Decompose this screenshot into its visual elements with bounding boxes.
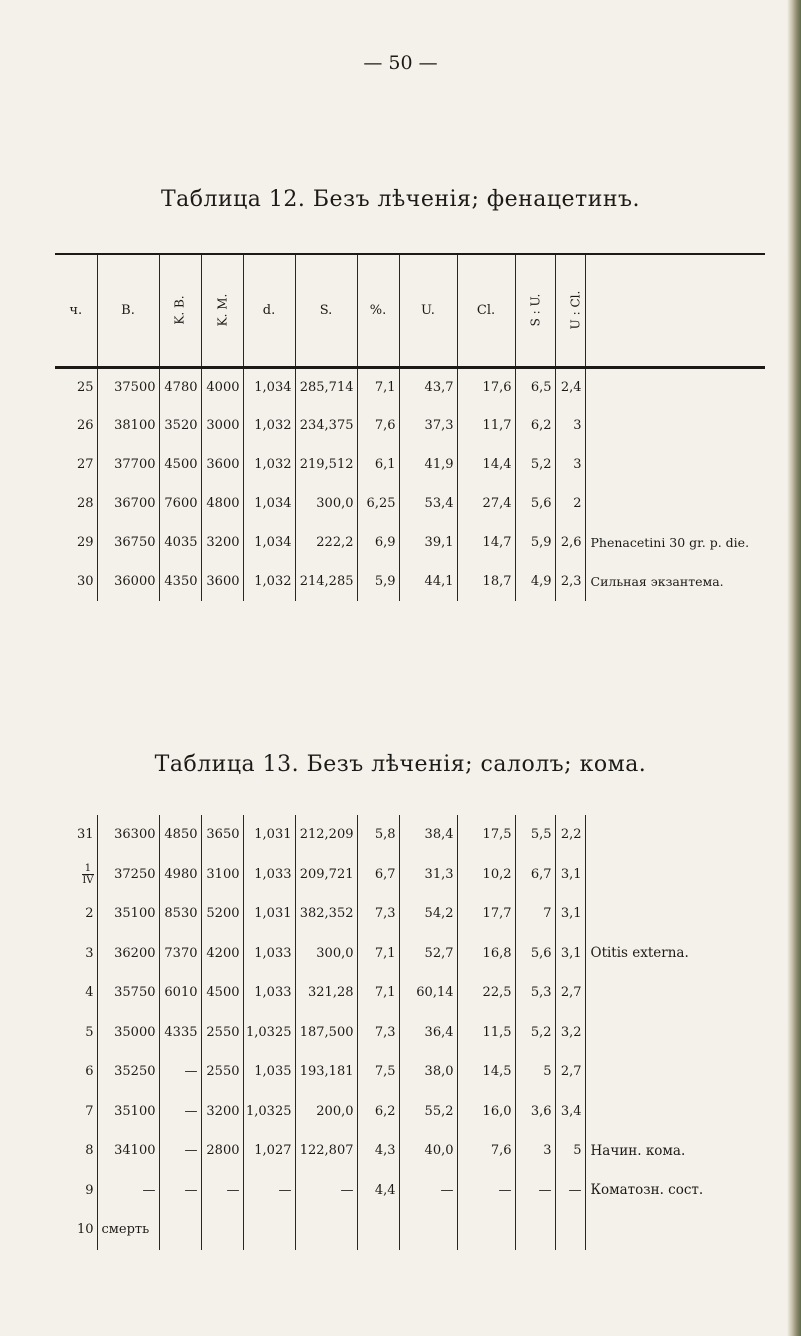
table-row [55,523,765,562]
table-cell: 4500 [159,445,201,484]
table-cell: 3,6 [515,1092,555,1132]
table-cell: 36750 [97,523,159,562]
table-cell: 3520 [159,406,201,445]
table-cell: 14,4 [457,445,515,484]
table-cell: 38,4 [399,815,457,855]
remark-cell [585,445,765,484]
header-cell [159,254,201,367]
remark-cell [585,973,765,1013]
table-cell: 4,3 [357,1131,399,1171]
table-cell: 39,1 [399,523,457,562]
table-cell: 7,1 [357,973,399,1013]
table-cell: 4850 [159,815,201,855]
table-cell: 3,2 [555,1013,585,1053]
table-cell: 6,1 [357,445,399,484]
table-cell: 3 [555,406,585,445]
table-cell: 36000 [97,562,159,601]
table-cell: 60,14 [399,973,457,1013]
header-cell: %. [357,254,399,367]
table-cell: — [555,1171,585,1211]
table-cell: 2550 [201,1052,243,1092]
table-cell: 4350 [159,562,201,601]
table-cell: 36700 [97,484,159,523]
table-cell: 3200 [201,523,243,562]
fraction-numerator: 1 [82,863,93,875]
table-cell: 321,28 [295,973,357,1013]
table-cell: 2,6 [555,523,585,562]
table-cell: — [159,1052,201,1092]
fraction-denominator: IV [82,874,94,886]
table-cell: 5,8 [357,815,399,855]
table-cell: 7,5 [357,1052,399,1092]
table-cell: 1,033 [243,934,295,974]
remark-cell [585,1052,765,1092]
table-cell: 285,714 [295,367,357,406]
table-cell: 2 [85,906,94,922]
table-cell: 7,6 [357,406,399,445]
table-cell: 35250 [97,1052,159,1092]
table-cell: 187,500 [295,1013,357,1053]
table-row [55,973,765,1013]
table-cell: 36,4 [399,1013,457,1053]
table-cell: 3100 [201,855,243,895]
table-cell: 35750 [97,973,159,1013]
table-cell: 22,5 [457,973,515,1013]
table-cell [357,1210,399,1250]
table-cell: 214,285 [295,562,357,601]
table-cell: 38100 [97,406,159,445]
header-cell: ч. [55,254,97,367]
header-cell [585,254,765,367]
table-cell: 2,3 [555,562,585,601]
remark-cell [585,1092,765,1132]
table-cell: 4800 [201,484,243,523]
table-cell: 7,1 [357,934,399,974]
table-cell: 35100 [97,894,159,934]
table-cell: 31,3 [399,855,457,895]
table-cell: 38,0 [399,1052,457,1092]
remark-cell [585,894,765,934]
table-cell: 234,375 [295,406,357,445]
table-cell: — [97,1171,159,1211]
table-cell: 2 [555,484,585,523]
table-row [55,1092,765,1132]
table-cell: 5,6 [515,934,555,974]
table-cell: 1,031 [243,894,295,934]
table-cell: 8 [85,1143,94,1159]
table-cell: 36300 [97,815,159,855]
table13 [55,815,765,1250]
table-cell: 4 [85,985,94,1001]
table-cell: 1,027 [243,1131,295,1171]
table-cell: 222,2 [295,523,357,562]
table-cell: 2,2 [555,815,585,855]
remark-cell [585,855,765,895]
table-cell: 4500 [201,973,243,1013]
table-cell: 1,033 [243,855,295,895]
remark-cell: Phenacetini 30 gr. p. die. [585,523,765,562]
table-cell: 35100 [97,1092,159,1132]
table-cell: 37500 [97,367,159,406]
table-cell: 41,9 [399,445,457,484]
table-cell: 31 [76,827,94,843]
table-cell: 7,3 [357,1013,399,1053]
table-row [55,406,765,445]
table-cell: 4035 [159,523,201,562]
table-cell: — [243,1171,295,1211]
table-cell [159,1210,201,1250]
table-row [55,562,765,601]
header-label: K. B. [172,295,187,325]
table-cell: 25 [76,379,94,395]
table-cell: 43,7 [399,367,457,406]
header-cell [515,254,555,367]
table-row [55,1013,765,1053]
remark-cell: Начин. кома. [585,1131,765,1171]
table-cell [295,1210,357,1250]
date-fraction [82,863,93,886]
remark-cell: Otitis externa. [585,934,765,974]
table-cell: 2,4 [555,367,585,406]
header-cell: d. [243,254,295,367]
table-cell: 36200 [97,934,159,974]
table-cell: 9 [85,1182,94,1198]
remark-cell: Сильная экзантема. [585,562,765,601]
table-cell: — [201,1171,243,1211]
table-cell: 1,032 [243,562,295,601]
table-cell: 4,4 [357,1171,399,1211]
table-cell: 17,6 [457,367,515,406]
table-cell: 2550 [201,1013,243,1053]
table-cell [555,1210,585,1250]
table-cell: 5 [515,1052,555,1092]
header-label: S : U. [528,293,542,327]
table-cell: 3 [555,445,585,484]
table-row [55,1131,765,1171]
table-cell: 3,1 [555,894,585,934]
table-row [55,934,765,974]
remark-cell [585,1210,765,1250]
table-cell: 6,2 [357,1092,399,1132]
table-cell: 3,4 [555,1092,585,1132]
table-cell: 3 [515,1131,555,1171]
table-cell: 6,9 [357,523,399,562]
table-cell: 219,512 [295,445,357,484]
table-cell: 1,0325 [243,1092,295,1132]
table-row [55,1171,765,1211]
table12-header-row [55,254,765,367]
table-cell: 17,7 [457,894,515,934]
table-cell: 30 [76,574,94,589]
table-cell: 5 [85,1024,94,1040]
table-cell: 37250 [97,855,159,895]
table-cell: 1,034 [243,523,295,562]
table-cell: 11,5 [457,1013,515,1053]
table-cell: 7,3 [357,894,399,934]
table-cell: 4335 [159,1013,201,1053]
table-cell: 10 [76,1222,94,1238]
table-cell: 2,7 [555,973,585,1013]
table-cell: 1,032 [243,445,295,484]
table-cell [457,1210,515,1250]
table-cell: 2800 [201,1131,243,1171]
table-cell: 5,5 [515,815,555,855]
remark-cell: Коматозн. сост. [585,1171,765,1211]
table-cell: 4,9 [515,562,555,601]
table12 [55,253,765,601]
remark-cell [585,367,765,406]
table-cell: смерть [97,1210,159,1250]
table-row [55,894,765,934]
header-cell: U. [399,254,457,367]
table-cell: 122,807 [295,1131,357,1171]
table-cell: 3,1 [555,934,585,974]
table-cell: 27 [76,457,94,472]
table-cell: 14,7 [457,523,515,562]
remark-cell [585,406,765,445]
header-cell [201,254,243,367]
table-cell: 212,209 [295,815,357,855]
table-cell: 40,0 [399,1131,457,1171]
table-cell: 26 [76,418,94,433]
table-cell: 37700 [97,445,159,484]
table-cell: 5,9 [515,523,555,562]
table-cell: 2,7 [555,1052,585,1092]
table-cell: 54,2 [399,894,457,934]
table-cell: 3650 [201,815,243,855]
table-cell: 6 [85,1064,94,1080]
table-cell: 5200 [201,894,243,934]
table-cell: 16,8 [457,934,515,974]
table-cell: 6,5 [515,367,555,406]
table-cell: 16,0 [457,1092,515,1132]
table-cell: 7 [85,1103,94,1119]
table-cell: 1,032 [243,406,295,445]
table-cell: 382,352 [295,894,357,934]
table-cell: 17,5 [457,815,515,855]
table-cell: — [159,1131,201,1171]
table-row [55,445,765,484]
table-cell: 11,7 [457,406,515,445]
table-cell: 10,2 [457,855,515,895]
table-cell: 200,0 [295,1092,357,1132]
table-cell: 7600 [159,484,201,523]
header-cell [555,254,585,367]
table-cell: 52,7 [399,934,457,974]
table-cell: 4200 [201,934,243,974]
table-cell: 6,7 [515,855,555,895]
table-cell: 7,1 [357,367,399,406]
table-cell: 14,5 [457,1052,515,1092]
table-cell: 4000 [201,367,243,406]
table-cell: — [457,1171,515,1211]
table12-title: Таблица 12. Безъ лѣченія; фенацетинъ. [160,187,641,212]
table-cell: 209,721 [295,855,357,895]
table-cell: 6,25 [357,484,399,523]
table-cell: 28 [76,496,94,511]
table-cell: 5,6 [515,484,555,523]
remark-cell [585,1013,765,1053]
table-cell [399,1210,457,1250]
table-row [55,1210,765,1250]
table-cell: — [515,1171,555,1211]
table-cell: 5,2 [515,445,555,484]
table-row [55,815,765,855]
table-cell: 35000 [97,1013,159,1053]
table-cell: 8530 [159,894,201,934]
table-cell: 6010 [159,973,201,1013]
table-cell: 1,035 [243,1052,295,1092]
table-cell: 3600 [201,562,243,601]
table-cell: 300,0 [295,934,357,974]
table-cell: — [295,1171,357,1211]
header-cell: B. [97,254,159,367]
table-cell: — [399,1171,457,1211]
table-cell: 27,4 [457,484,515,523]
table-cell: 18,7 [457,562,515,601]
table-cell: 1,031 [243,815,295,855]
table-cell: 4980 [159,855,201,895]
table-cell: 6,7 [357,855,399,895]
header-label: U : Cl. [567,290,582,330]
table-cell: 55,2 [399,1092,457,1132]
table-cell: 3200 [201,1092,243,1132]
remark-cell [585,815,765,855]
table-cell: 193,181 [295,1052,357,1092]
table13-title: Таблица 13. Безъ лѣченія; салолъ; кома. [154,752,647,777]
table-cell: 7 [515,894,555,934]
header-label: K. M. [214,293,229,327]
table-cell: 3,1 [555,855,585,895]
table-cell [201,1210,243,1250]
table-cell: 7,6 [457,1131,515,1171]
table-cell [243,1210,295,1250]
table-cell: 1,034 [243,367,295,406]
table-cell: 5 [555,1131,585,1171]
table-cell: — [159,1171,201,1211]
table-cell: 1,033 [243,973,295,1013]
table-cell: 7370 [159,934,201,974]
table-cell: 53,4 [399,484,457,523]
table-cell [55,855,97,895]
header-cell: Cl. [457,254,515,367]
page-number: — 50 — [363,52,438,74]
table-cell: 3000 [201,406,243,445]
table-cell: 44,1 [399,562,457,601]
table-cell: 300,0 [295,484,357,523]
table-cell: 37,3 [399,406,457,445]
table-cell: 4780 [159,367,201,406]
remark-cell [585,484,765,523]
table-cell: 3600 [201,445,243,484]
table-cell: 6,2 [515,406,555,445]
table-row [55,1052,765,1092]
header-cell: S. [295,254,357,367]
table-cell: 5,3 [515,973,555,1013]
table-row [55,367,765,406]
table-cell: — [159,1092,201,1132]
table-cell: 29 [76,535,94,550]
table-cell: 1,034 [243,484,295,523]
table-row [55,484,765,523]
table-cell: 34100 [97,1131,159,1171]
table-cell: 3 [85,945,94,961]
table-cell [515,1210,555,1250]
table-cell: 5,9 [357,562,399,601]
table-row [55,855,765,895]
table-cell: 5,2 [515,1013,555,1053]
table-cell: 1,0325 [243,1013,295,1053]
